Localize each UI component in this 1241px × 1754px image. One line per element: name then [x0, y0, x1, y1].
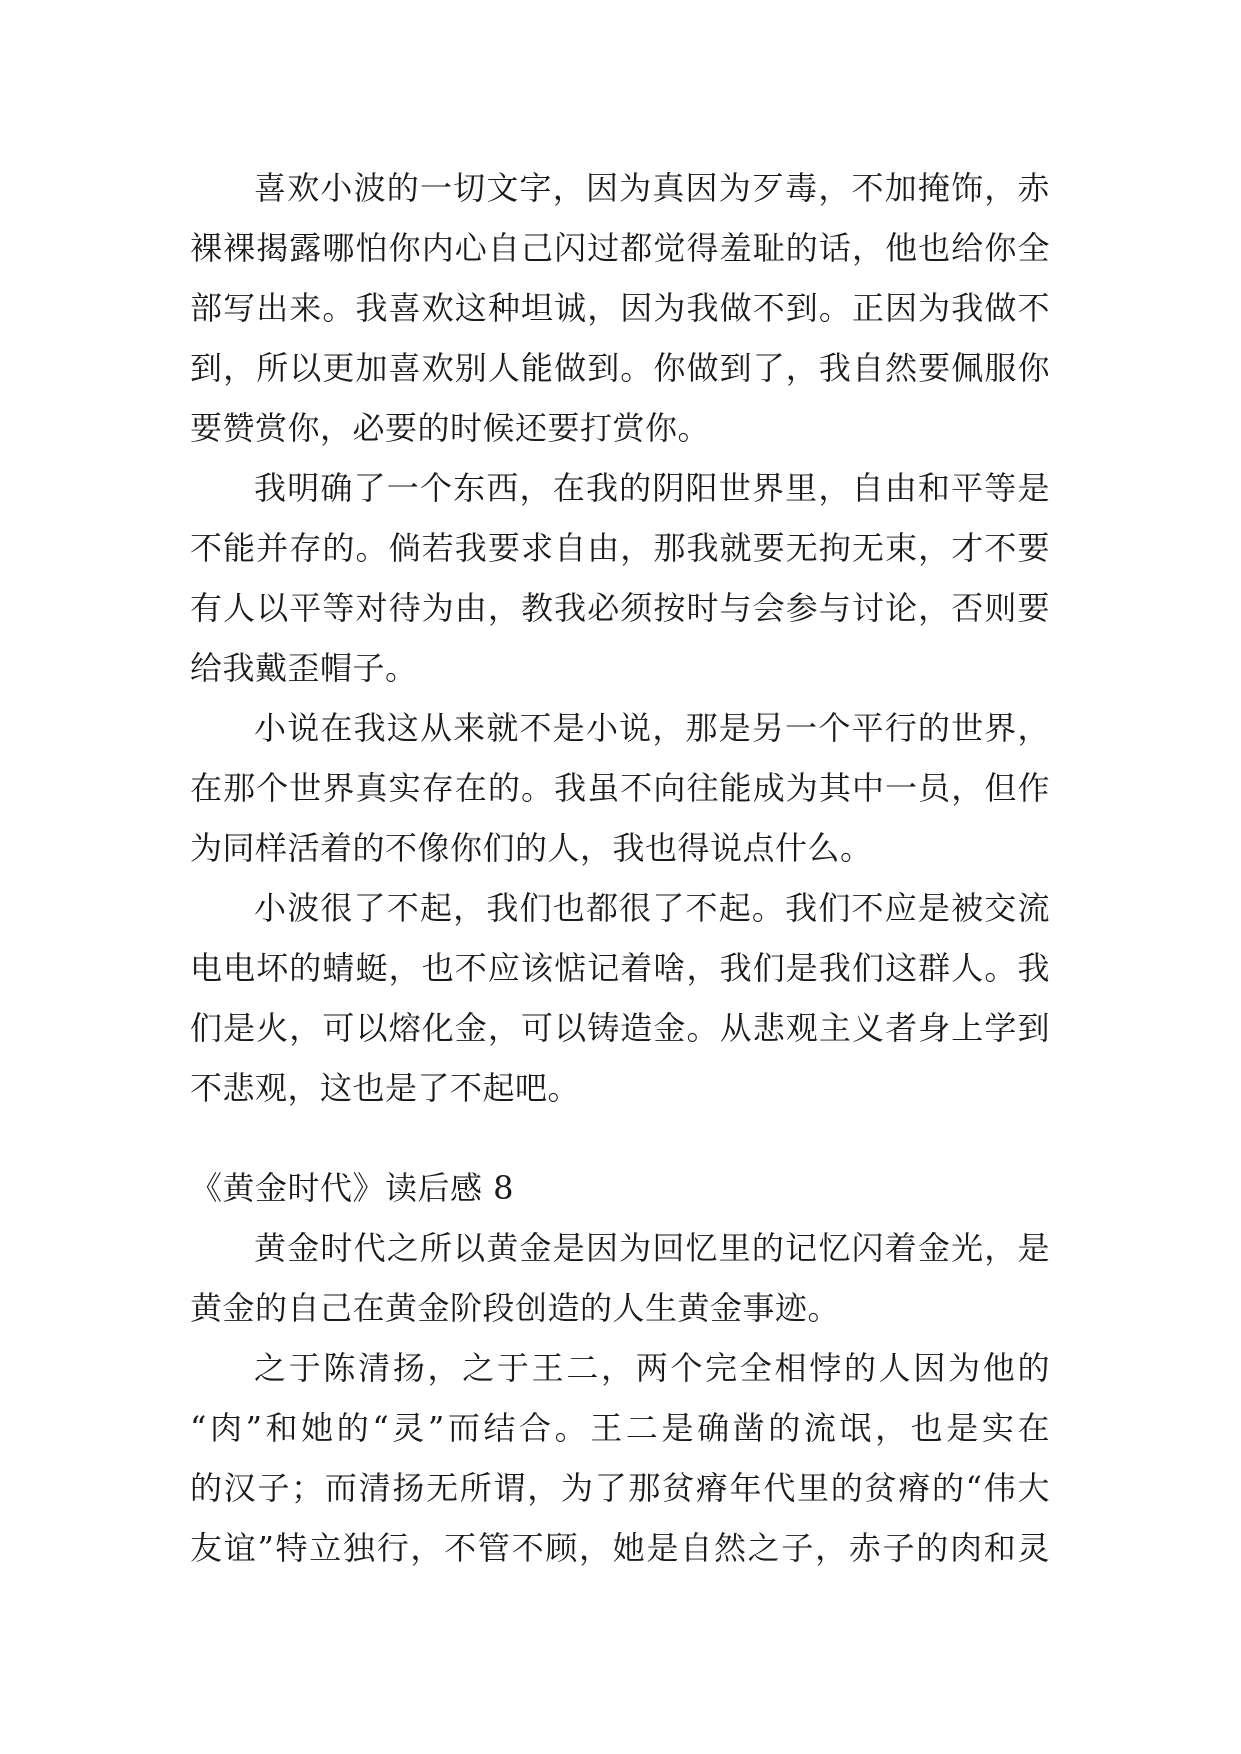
paragraph-line: 在那个世界真实存在的。我虽不向往能成为其中一员，但作	[190, 769, 1050, 807]
paragraph-line: 要赞赏你，必要的时候还要打赏你。	[190, 409, 711, 447]
paragraph-line: 不悲观，这也是了不起吧。	[190, 1069, 581, 1107]
paragraph-line: 电电坏的蜻蜓，也不应该惦记着啥，我们是我们这群人。我	[190, 949, 1050, 987]
paragraph-line: 为同样活着的不像你们的人，我也得说点什么。	[190, 829, 873, 867]
paragraph-line: 友谊”特立独行，不管不顾，她是自然之子，赤子的肉和灵	[190, 1529, 1050, 1567]
paragraph-line: 黄金的自己在黄金阶段创造的人生黄金事迹。	[190, 1289, 841, 1327]
section-heading: 《黄金时代》读后感 8	[190, 1169, 515, 1207]
paragraph-line: 小说在我这从来就不是小说，那是另一个平行的世界，	[254, 709, 1050, 747]
paragraph-line: 我明确了一个东西，在我的阴阳世界里，自由和平等是	[254, 469, 1050, 507]
paragraph-line: 给我戴歪帽子。	[190, 649, 418, 687]
paragraph-line: 喜欢小波的一切文字，因为真因为歹毒，不加掩饰，赤	[254, 169, 1050, 207]
paragraph-line: 裸裸揭露哪怕你内心自己闪过都觉得羞耻的话，他也给你全	[190, 229, 1050, 267]
paragraph-line: 的汉子；而清扬无所谓，为了那贫瘠年代里的贫瘠的“伟大	[190, 1469, 1050, 1507]
paragraph-line: 黄金时代之所以黄金是因为回忆里的记忆闪着金光，是	[254, 1229, 1050, 1267]
paragraph-line: 不能并存的。倘若我要求自由，那我就要无拘无束，才不要	[190, 529, 1050, 567]
paragraph-line: 小波很了不起，我们也都很了不起。我们不应是被交流	[254, 889, 1050, 927]
paragraph-line: 到，所以更加喜欢别人能做到。你做到了，我自然要佩服你	[190, 349, 1050, 387]
paragraph-line: 有人以平等对待为由，教我必须按时与会参与讨论，否则要	[190, 589, 1050, 627]
paragraph-line: 部写出来。我喜欢这种坦诚，因为我做不到。正因为我做不	[190, 289, 1050, 327]
paragraph-line: 们是火，可以熔化金，可以铸造金。从悲观主义者身上学到	[190, 1009, 1050, 1047]
paragraph-line: “肉”和她的“灵”而结合。王二是确凿的流氓，也是实在	[190, 1409, 1050, 1447]
paragraph-line: 之于陈清扬，之于王二，两个完全相悖的人因为他的	[254, 1349, 1050, 1387]
